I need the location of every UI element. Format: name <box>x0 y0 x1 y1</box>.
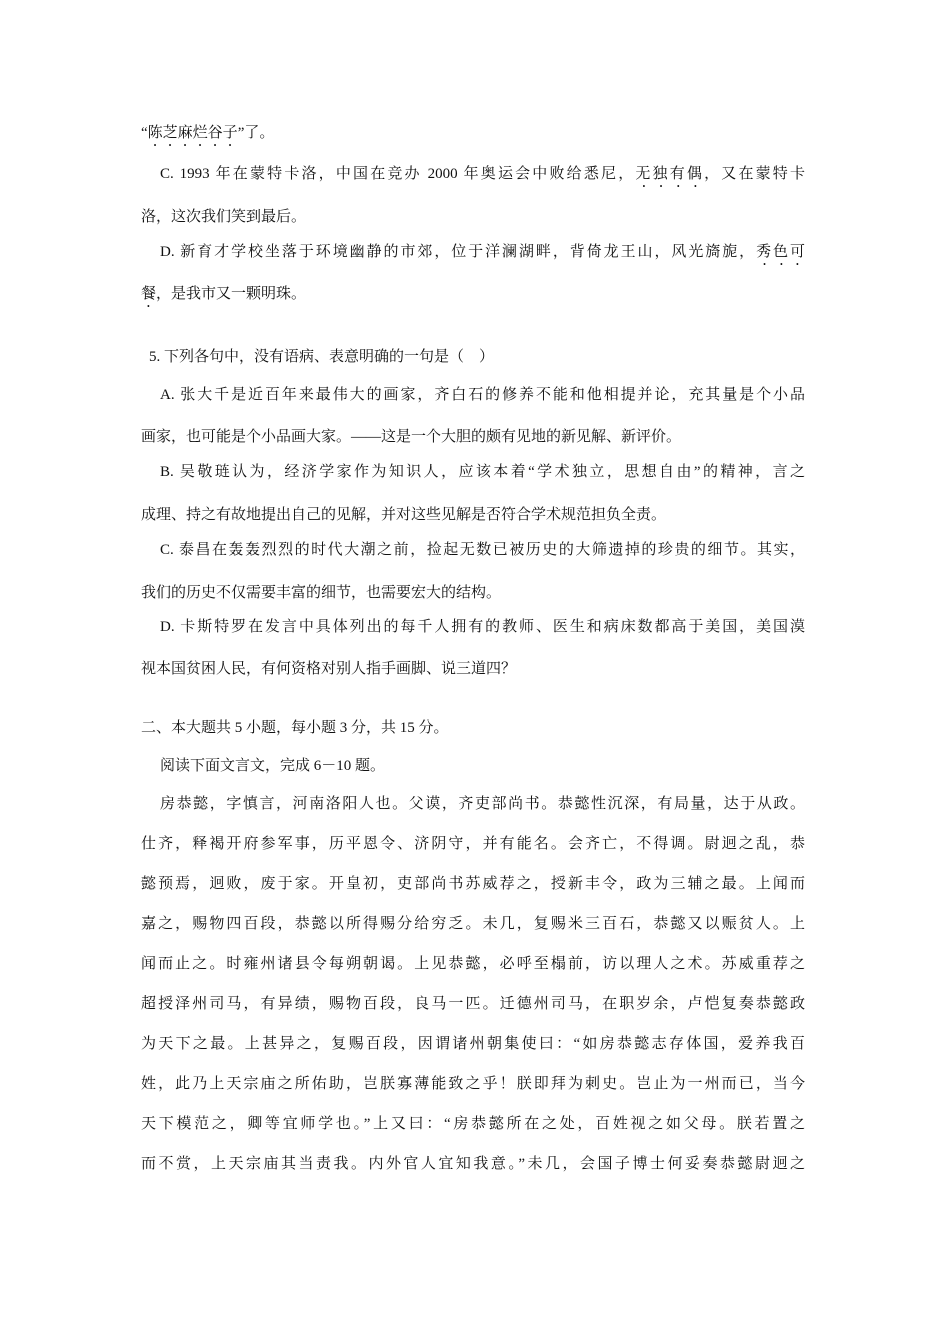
passage-line: 房恭懿，字慎言，河南洛阳人也。父谟，齐吏部尚书。恭懿性沉深，有局量，达于从政。 <box>160 796 805 812</box>
passage-line: 闻而止之。时雍州诸县令每朔朝谒。上见恭懿，必呼至榻前，访以理人之术。苏威重荐之 <box>141 956 805 972</box>
passage-line: 懿预焉，迥败，废于家。开皇初，吏部尚书苏威荐之，授新丰令，政为三辅之最。上闻而 <box>141 876 805 892</box>
passage-line: 为天下之最。上甚异之，复赐百段，因谓诸州朝集使曰：“如房恭懿志存体国，爱养我百 <box>141 1036 805 1052</box>
passage-line: 姓，此乃上天宗庙之所佑助，岂朕寡薄能致之乎！朕即拜为刺史。岂止为一州而已，当今 <box>141 1076 805 1092</box>
q5-option-d-line2: 视本国贫困人民，有何资格对别人指手画脚、说三道四？ <box>141 661 517 677</box>
q4-option-c-line1: C. 1993 年在蒙特卡洛，中国在竞办 2000 年奥运会中败给悉尼，无独有偶，又在蒙特卡 <box>160 166 805 182</box>
q5-stem: 5. 下列各句中，没有语病、表意明确的一句是（ ） <box>149 349 495 365</box>
q5-option-b-line2: 成理、持之有故地提出自己的见解，并对这些见解是否符合学术规范担负全责。 <box>141 507 667 523</box>
section-2-heading: 二、本大题共 5 小题，每小题 3 分，共 15 分。 <box>141 720 449 736</box>
passage-line: 嘉之，赐物四百段，恭懿以所得赐分给穷乏。未几，复赐米三百石，恭懿又以赈贫人。上 <box>141 916 805 932</box>
q4-option-d-line2: 餐，是我市又一颗明珠。 <box>141 286 307 302</box>
q5-option-b-line1: B. 吴敬琏认为，经济学家作为知识人，应该本着“学术独立，思想自由”的精神，言之 <box>160 464 805 480</box>
passage-line: 仕齐，释褐开府参军事，历平恩令、济阴守，并有能名。会齐亡，不得调。尉迥之乱，恭 <box>141 836 805 852</box>
section-2-instruction: 阅读下面文言文，完成 6－10 题。 <box>160 758 386 774</box>
q5-option-a-line2: 画家，也可能是个小品画大家。——这是一个大胆的颇有见地的新见解、新评价。 <box>141 429 682 445</box>
q4-option-c-line2: 洛，这次我们笑到最后。 <box>141 209 307 225</box>
q5-option-c-line1: C. 泰昌在轰轰烈烈的时代大潮之前，捡起无数已被历史的大筛遗掉的珍贵的细节。其实， <box>160 542 805 558</box>
q4-option-d-line1: D. 新育才学校坐落于环境幽静的市郊，位于洋澜湖畔，背倚龙王山，风光旖旎，秀色可 <box>160 244 805 260</box>
passage-line: 天下模范之，卿等宜师学也。”上又曰：“房恭懿所在之处，百姓视之如父母。朕若置之 <box>141 1116 805 1132</box>
passage-line: 而不赏，上天宗庙其当责我。内外官人宜知我意。”未几，会国子博士何妥奏恭懿尉迥之 <box>141 1156 805 1172</box>
passage-line: 超授泽州司马，有异绩，赐物百段，良马一匹。迁德州司马，在职岁余，卢恺复奏恭懿政 <box>141 996 805 1012</box>
q5-option-a-line1: A. 张大千是近百年来最伟大的画家，齐白石的修养不能和他相提并论，充其量是个小品 <box>160 387 805 403</box>
q5-option-d-line1: D. 卡斯特罗在发言中具体列出的每千人拥有的教师、医生和病床数都高于美国，美国漠 <box>160 619 805 635</box>
q5-option-c-line2: 我们的历史不仅需要丰富的细节，也需要宏大的结构。 <box>141 585 502 601</box>
q4-text-line: “陈芝麻烂谷子”了。 <box>141 125 275 141</box>
